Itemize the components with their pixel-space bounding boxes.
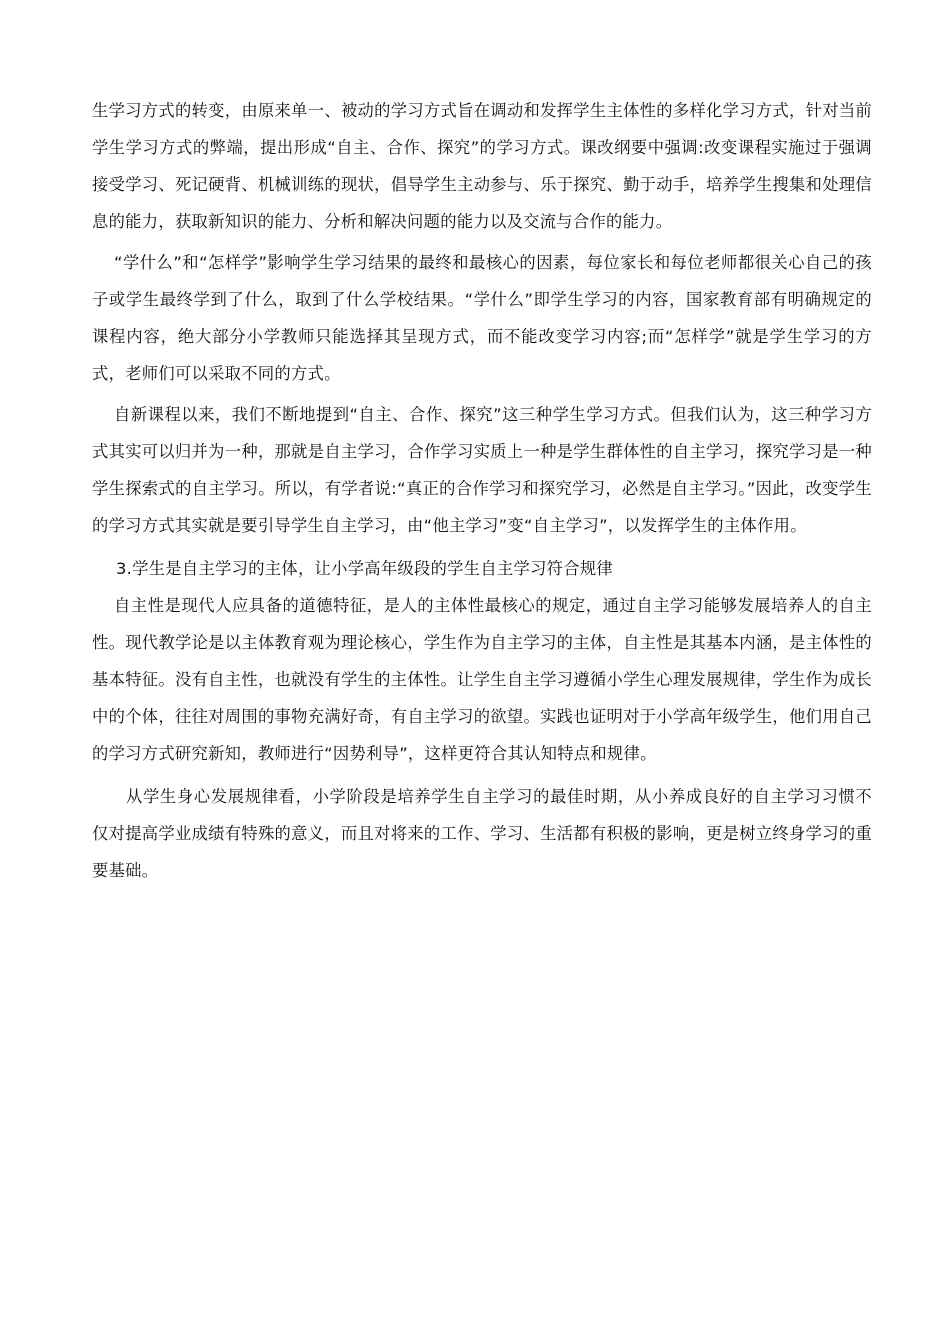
section-heading-3: 3.学生是自主学习的主体，让小学高年级段的学生自主学习符合规律 bbox=[116, 559, 613, 578]
paragraph-learning-mode-change: 生学习方式的转变，由原来单一、被动的学习方式旨在调动和发挥学生主体性的多样化学习方式，针对当前学生学习方式的弊端，提出形成“自主、合作、探究”的学习方式。课改纲要中强调:改变课程实施过于强调接受学习、死记硬背、机械训练的现状，倡导学生主动参与、乐于探究、勤于动手，培养学生搜集和处理信息的能力，获取新知识的能力、分析和解决问题的能力以及交流与合作的能力。 bbox=[92, 101, 872, 231]
paragraph-autonomy-nature: 自主性是现代人应具备的道德特征，是人的主体性最核心的规定，通过自主学习能够发展培养人的自主性。现代教学论是以主体教育观为理论核心，学生作为自主学习的主体，自主性是其基本内涵，是主体性的基本特征。没有自主性，也就没有学生的主体性。让学生自主学习遵循小学生心理发展规律，学生作为成长中的个体，往往对周围的事物充满好奇，有自主学习的欲望。实践也证明对于小学高年级学生，他们用自己的学习方式研究新知，教师进行“因势利导”，这样更符合其认知特点和规律。 bbox=[92, 596, 872, 763]
paragraph-what-and-how-to-learn: “学什么”和“怎样学”影响学生学习结果的最终和最核心的因素，每位家长和每位老师都很关心自己的孩子或学生最终学到了什么，取到了什么学校结果。“学什么”即学生学习的内容，国家教育部有明确规定的课程内容，绝大部分小学教师只能选择其呈现方式，而不能改变学习内容;而“怎样学”就是学生学习的方式，老师们可以采取不同的方式。 bbox=[92, 253, 872, 383]
paragraph-autonomous-learning: 自新课程以来，我们不断地提到“自主、合作、探究”这三种学生学习方式。但我们认为，这三种学习方式其实可以归并为一种，那就是自主学习，合作学习实质上一种是学生群体性的自主学习，探究学习是一种学生探索式的自主学习。所以，有学者说:“真正的合作学习和探究学习，必然是自主学习。”因此，改变学生的学习方式其实就是要引导学生自主学习，由“他主学习”变“自主学习”，以发挥学生的主体作用。 bbox=[92, 405, 872, 535]
paragraph-development-law: 从学生身心发展规律看，小学阶段是培养学生自主学习的最佳时期，从小养成良好的自主学习习惯不仅对提高学业成绩有特殊的意义，而且对将来的工作、学习、生活都有积极的影响，更是树立终身学习的重要基础。 bbox=[92, 787, 872, 880]
document-body bbox=[92, 92, 872, 889]
